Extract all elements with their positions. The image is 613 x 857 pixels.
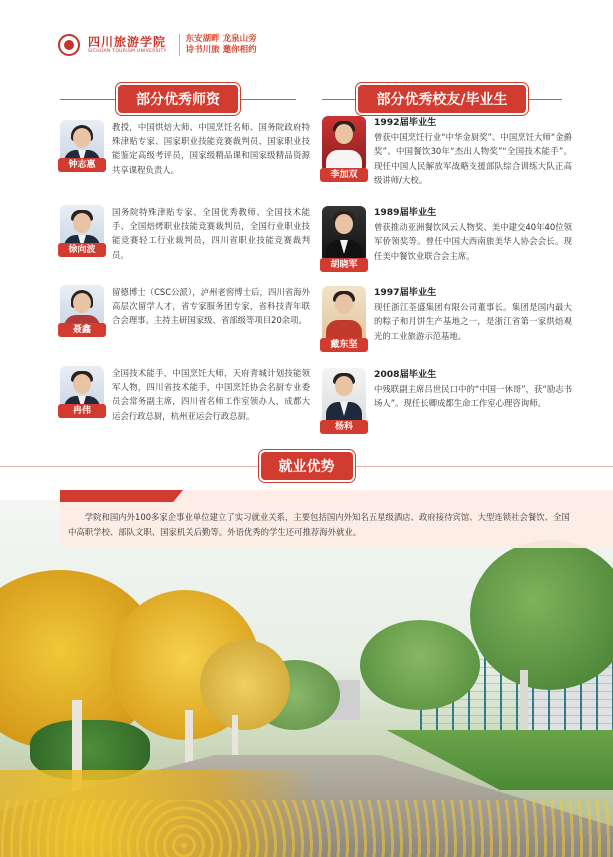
- teachers-section-title: [60, 86, 296, 112]
- teacher-card: [60, 205, 310, 262]
- alumni-title: 部分优秀校友/毕业生: [358, 85, 525, 113]
- alumni-desc: [374, 368, 572, 432]
- alumni-year: 1997届毕业生: [374, 287, 437, 298]
- alumni-photo: [322, 116, 366, 180]
- alumni-desc: [374, 116, 572, 187]
- alumni-name: 戴东坚: [320, 338, 368, 352]
- alumni-name: 杨科: [320, 420, 368, 434]
- alumni-photo: [322, 286, 366, 350]
- school-name: [88, 36, 167, 55]
- alumni-card: [322, 368, 572, 432]
- alumni-desc-text: 现任浙江荃盛集团有限公司董事长。集团是国内最大的粽子和月饼生产基地之一，是浙江省第一家烘焙观光的工业旅游示范基地。: [374, 302, 572, 341]
- school-name-en: SICHUAN TOURISM UNIVERSITY: [88, 48, 167, 54]
- teacher-card: [60, 285, 310, 337]
- alumni-section-title: [322, 86, 562, 112]
- teacher-desc: 全国技术能手，中国烹饪大师，天府青城计划技能领军人物，四川省技术能手，中国烹饪协会名厨专业委员会常务副主席，四川省名师工作室领办人，成都大运会行政总厨，杭州亚运会行政总厨。: [112, 368, 310, 421]
- teacher-card: [60, 120, 310, 177]
- teacher-photo: [60, 285, 104, 337]
- alumni-name: 胡晓军: [320, 258, 368, 272]
- teacher-name: 徐向波: [58, 243, 106, 257]
- alumni-desc-text: 曾获中国烹饪行业“中华金厨奖”、中国烹饪大师“金爵奖”、中国餐饮30年“杰出人物奖”“全国技术能手”。现任中国人民解放军战略支援部队综合训练大队正高级讲师/大校。: [374, 132, 572, 185]
- slogan-line2: 诗书川旅 邀你相约: [185, 45, 257, 55]
- slogan-line1: 东安湖畔 龙泉山旁: [185, 34, 257, 44]
- alumni-desc: [374, 206, 572, 270]
- alumni-desc: [374, 286, 572, 350]
- teacher-name: 钟志惠: [58, 158, 106, 172]
- school-logo-icon: [58, 34, 80, 56]
- teacher-photo: [60, 205, 104, 257]
- alumni-desc-text: 中残联副主席吕世民口中的“中国一休哥”，获“励志书场人”。现任长卿成都生命工作室心理咨询师。: [374, 384, 572, 409]
- alumni-photo: [322, 368, 366, 432]
- school-name-cn: 四川旅游学院: [88, 34, 167, 49]
- alumni-year: 2008届毕业生: [374, 369, 437, 380]
- alumni-desc-text: 曾获推动亚洲餐饮风云人物奖、美中建交40年40位领军侨领奖等。曾任中国大西南旅美华人协会会长。现任美中餐饮业联合会主席。: [374, 222, 572, 261]
- alumni-photo: [322, 206, 366, 270]
- teacher-name: 聂鑫: [58, 323, 106, 337]
- employment-title: 就业优势: [261, 452, 353, 480]
- employment-text: 学院和国内外100多家企事业单位建立了实习就业关系，主要包括国内外知名五星级酒店、政府接待宾馆、大型连锁社会餐饮、全国中高职学校、部队文职、国家机关后勤等。外语优秀的学生还可推荐海外就业。: [68, 512, 570, 537]
- alumni-card: [322, 206, 572, 270]
- teacher-name: 冉伟: [58, 404, 106, 418]
- teacher-desc: 留德博士（CSC公派），泸州老窖博士后，四川省海外高层次留学人才，省专家服务团专家，省科技青年联合会理事。主持主研国家级、省部级等项目20余项。: [112, 287, 310, 326]
- employment-box: [60, 490, 613, 548]
- header: [58, 30, 257, 60]
- alumni-year: 1989届毕业生: [374, 207, 437, 218]
- alumni-year: 1992届毕业生: [374, 117, 437, 128]
- teacher-desc: 国务院特殊津贴专家、全国优秀教师、全国技术能手、全国焙烤职业技能竞赛裁判员，全国行业职业技能竞赛轻工行业裁判员，四川省职业技能竞赛裁判员。: [112, 207, 310, 260]
- slogan: [179, 34, 257, 56]
- teacher-card: [60, 366, 310, 423]
- teacher-desc: 教授，中国烘焙大师、中国烹饪名师、国务院政府特殊津贴专家、国家职业技能竞赛裁判员、国家职业技能鉴定高级考评员，国家级精品课和国家级精品资源共享课程负责人。: [112, 122, 310, 175]
- alumni-name: 李加双: [320, 168, 368, 182]
- alumni-card: [322, 286, 572, 350]
- campus-photo: [0, 500, 613, 857]
- employment-section-title: [0, 452, 613, 480]
- teacher-photo: [60, 120, 104, 172]
- alumni-card: [322, 116, 572, 187]
- teachers-title: 部分优秀师资: [118, 85, 238, 113]
- teacher-photo: [60, 366, 104, 418]
